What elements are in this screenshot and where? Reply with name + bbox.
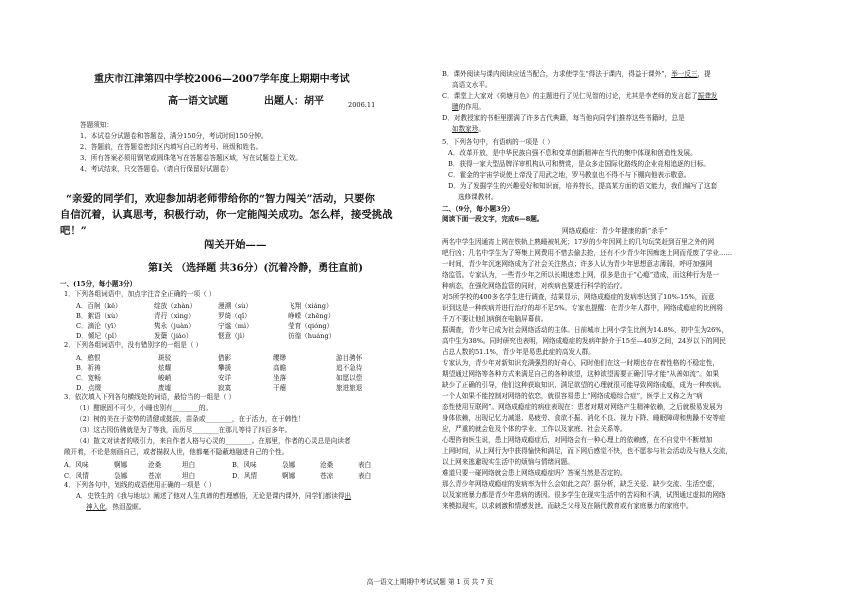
intro-line: “亲爱的同学们，欢迎参加胡老师带给你的“智力闯关”活动，只要你 <box>66 193 375 205</box>
article-line: 络监管。专家认为，一些青少年之所以长期迷恋上网，很多是由于“心瘾”造成，而这种行为是一 <box>442 271 720 279</box>
option: 青荇（xìng） <box>154 312 195 320</box>
article-line: 识到这是一种疾病并进行治疗的却不足5%。专家也提醒：在青少年人群中，网络成瘾症的比例将 <box>442 304 723 312</box>
article-line: 据调查，青少年已成为社会网络活动的主体。日前城市上网小学生比例为14.8%，初中生为26%， <box>442 326 729 334</box>
q3-stem: 3．依次填入下列各句横线处的词语，最恰当的一组是（ ） <box>64 393 236 401</box>
option: 漫溯（sù） <box>218 302 253 310</box>
part1-heading: 一、(15分，每小题3分） <box>60 280 137 288</box>
article-line: 对5所学校的400多名学生进行调查，结果显示，网络成瘾症的发病率达到了10%-15%，而意 <box>442 293 715 301</box>
option: 飞翔（xiáng） <box>288 302 333 310</box>
option: 干瘪 <box>273 384 287 392</box>
option: 沧桑 <box>148 461 162 469</box>
article-line: 吧行凶；几名中学生为了筹集上网费用不惜去偷去抢，还有不少青少年因痴迷上网而荒废了学业…… <box>442 249 733 257</box>
option: 宁谧（mì） <box>218 322 253 330</box>
q3-item: （2）树的美在于姿势的清健或挺拔，苗条或________，在于活力，在于韩性！ <box>76 415 305 423</box>
option: 峥嵘（zhēng） <box>288 312 335 320</box>
article-line: 一个人如果不能控制对网络的依恋，就很容易患上“网络成瘾综合症”，医学上又称之为“病 <box>442 392 703 400</box>
option: A．憨恨 <box>76 354 101 362</box>
option: 表白 <box>358 472 372 480</box>
option: 斑驳 <box>158 354 172 362</box>
option: 表白 <box>358 461 372 469</box>
article-line: 以及家庭暴力都是青少年患病的诱因。很多学生在现实生活中的苦闷和不满，试图通过虚拟的网络 <box>442 491 726 499</box>
q3-item: （4）散文对读者的吸引力，来自作者人格与心灵的________。在那里，作者的心灵总是向读者 <box>76 437 351 445</box>
option: C．滴沦（yī） <box>76 322 120 330</box>
q4-option-a: A．史铁生的《我与地坛》阐述了他对人生真谛的哲理感悟，无论是课内课外，同学们都读得出 <box>76 492 352 500</box>
q4-option-c: C．课堂上大家对《荷塘月色》的主题进行了见仁见智的讨论，尤其是李老师的发言起了振聋发 <box>442 92 718 100</box>
q1-stem: 1．下列各组词语中，加点字注音全正确的一项（ ） <box>64 290 216 298</box>
option: 苍凉 <box>320 472 334 480</box>
option: B．絮语（xù） <box>76 312 122 320</box>
q5-option-cont: 选修课教材。 <box>458 193 498 201</box>
option: 彷徨（huáng） <box>288 332 336 340</box>
article-line: 期望通过网络等各种方式来满足自己的各种欲望，这种欲望需要正确引导才能“从善如流”。如果 <box>442 370 720 378</box>
article-line: 占总人数的51.1%，青少年是易患此症的高发人群。 <box>442 348 595 356</box>
start-banner: 闯关开始—— <box>204 239 267 251</box>
option: 寂寞 <box>218 384 232 392</box>
option: C．风情 <box>64 472 89 480</box>
article-line: 专家认为，青少年对新知识充满强烈的好奇心，同时他们在这一时期也存在着性格的不稳定性， <box>442 359 719 367</box>
article-line: 上网时间，从上网行为中获得愉快和满足，而下网后感觉不快，也不愿参与社会活动及与他人交流， <box>442 447 733 455</box>
part2-heading: 二、（9分，每小题3分） <box>442 205 514 213</box>
option: 缨缈 <box>273 354 287 362</box>
article-line: 身体依赖，出现记忆力减退、易疲劳、食欲不振、消化不良、视力下降、睡眠障碍和焦躁不安等症 <box>442 414 726 422</box>
notice-heading: 答题须知： <box>80 121 113 129</box>
subject-title: 高一语文试题 <box>168 96 228 107</box>
article-line: 一时间，青少年沉迷网络成为了社会关注热点；许多人认为青少年思想意志薄弱，呼吁加强网 <box>442 260 713 268</box>
option: 安详 <box>218 374 232 382</box>
option: 莹育（qióng） <box>288 322 334 330</box>
option: 攀援 <box>218 364 232 372</box>
option: D．倾圮（pǐ） <box>76 332 121 340</box>
q3-item: （3）这古园仿佛就是为了等我，而历尽________在那儿等待了四百多年。 <box>76 426 292 434</box>
notice-item: 3、所有答案必须用钢笔或圆珠笔写在答题卷答题区域，写在试题卷上无效。 <box>80 154 302 162</box>
option: 峻峭 <box>158 374 172 382</box>
notice-item: 2、答题前，在答题卷密封区内填写自己的考号、班级和姓名。 <box>80 143 263 151</box>
option: 高瞻 <box>273 364 287 372</box>
intro-line: 吧！” <box>60 225 87 237</box>
q4-option-b: B．课外阅读与课内阅读应适当配合，力求使学生“得法于课内，得益于课外”，举一反三，提 <box>442 70 711 78</box>
option: 借影 <box>218 354 232 362</box>
option: C．宽畅 <box>76 374 101 382</box>
article-line: 应，严重的就会危及个体的学业、工作以及家庭、社会关系等。 <box>442 425 627 433</box>
option: 绽放（zhàn） <box>154 302 197 310</box>
option: 惬意（jì） <box>218 332 249 340</box>
q4-option-d: D．对教授家的书柜里摆满了许多古代典籍，每当他向同学们推荐这些书籍时，总是 <box>442 114 685 122</box>
article-line: 那么青少年网络成瘾症的发病率为什么会如此之高？据分析，缺乏关爱、缺少交流、生活空虚， <box>442 480 719 488</box>
school-title: 重庆市江津第四中学校2006—2007学年度上期期中考试 <box>94 74 350 85</box>
q5-stem: 5．下列各句中，有语病的一项是（ ） <box>442 138 554 146</box>
article-line: 心理咨询医生说，患上网络成瘾症后，对网络会有一种心理上的依赖感，在不自觉中不断增加 <box>442 436 713 444</box>
option: 沧桑 <box>320 461 334 469</box>
option: A．风味 <box>64 461 89 469</box>
level1-title: 第Ⅰ关 （选择题 共36分）(沉着冷静，勇往直前) <box>148 263 364 274</box>
option: 坦白 <box>182 472 196 480</box>
q5-option: C．霍金的宇宙学说使上帝没了用武之地，罗马教皇也不得不与下棚向他表示敬意。 <box>448 171 691 179</box>
option: B．祈祷 <box>76 364 101 372</box>
article-title: 网络成瘾症：青少年健康的新“杀手” <box>562 227 668 235</box>
option: 婀娜 <box>282 472 296 480</box>
option: 游目骋怀 <box>336 354 363 362</box>
author: 出题人：胡平 <box>264 96 324 107</box>
article-line: 缺少了正确的引导，他们这种获取知识、满足欲望的心理就很可能导致网络成瘾，成为一种疾病。 <box>442 381 726 389</box>
option: 如愿以偿 <box>336 374 363 382</box>
option: 袅娜 <box>114 472 128 480</box>
exam-date: 2006.11 <box>348 101 376 109</box>
option: 罗绮（qǐ） <box>218 312 251 320</box>
article-line: 种病态，在强化网络监管的同时，对疾病也要进行科学的治疗。 <box>442 282 627 290</box>
option: 坐落 <box>273 374 287 382</box>
q5-option: B．获得一家大型品牌洋审机构认可和赞赏，是众多走国际化路线的企业竞相追逐的目标。 <box>448 160 710 168</box>
article-line: 高中生为38%。同时研究也表明，网络成瘾症的发病年龄介于15至—40岁之间，24岁以下的网民 <box>442 337 726 345</box>
notice-item: 4、考试结束，只交答题卷。（请自行保留好试题卷） <box>80 165 233 173</box>
q4-option-b-cont: 高语文水平。 <box>452 81 492 89</box>
article-line: 以上网来逃避现实生活中的烦恼与情绪问题。 <box>442 458 574 466</box>
option: B．风味 <box>232 461 257 469</box>
option: 隽永（juàn） <box>154 322 195 330</box>
option: D．风情 <box>232 472 258 480</box>
q4-option-c-cont: 聩的作用。 <box>452 103 485 111</box>
q5-option: A．改革开放，是中华民族自强不息和变革创新精神在当代的集中体现和创造性发展。 <box>448 149 697 157</box>
article-line: 千万不要让他们病倒在电脑屏幕前。 <box>442 315 548 323</box>
article-line: 态性使用互联网”。网络成瘾症的病症表现在：患者对期对网络产生精神依赖，之后就极易发展为 <box>442 403 723 411</box>
option: 袅娜 <box>282 461 296 469</box>
q2-stem: 2．下列各组词语中，没有错别字的一组是（ ） <box>64 341 203 349</box>
q4-option-a-cont: 神入化，热泪盈眶。 <box>86 503 146 511</box>
option: D．点缀 <box>76 384 102 392</box>
q5-option: D．为了发掘学生的兴趣爱好和知识面，培养特长，提高某方面的语文能力，我们编写了这套 <box>448 182 718 190</box>
intro-line: 自信沉着，认真思考，积极行动，你一定能闯关成功。怎么样，接受挑战 <box>60 209 393 221</box>
article-line: 两名中学生因通宵上网在铁轨上熟睡被轧死；17岁的少年因网上的几句玩笑赶到百里之外的网 <box>442 238 715 246</box>
option: 苍凉 <box>148 472 162 480</box>
option: 发蘖（jiào） <box>154 332 193 340</box>
option: 坦白 <box>182 461 196 469</box>
article-line: 来模拟现实，以求刺激和情感发泄。而缺乏父母及在隔代教育或有家庭暴力的家庭中。 <box>442 502 693 510</box>
option: 旅进旅退 <box>336 384 363 392</box>
option: 婀娜 <box>114 461 128 469</box>
part2-sub: 阅读下面一段文字，完成6—8题。 <box>442 215 544 223</box>
q3-item-cont: 敞开着，不论是刻画自己，或者描叙人世，他都毫不隐蔽地融进自己的个性。 <box>64 448 289 456</box>
q4-option-d-cont: 如数家珍。 <box>452 125 485 133</box>
option: 废墟 <box>158 384 172 392</box>
option: A．百舸（kě） <box>76 302 122 310</box>
option: 炫耀 <box>158 364 172 372</box>
q4-stem: 4．下列各句中，划线的成语使用正确的一项是（ ） <box>64 481 216 489</box>
option: 追不急待 <box>336 364 363 372</box>
notice-item: 1、本试卷分试题卷和答题卷，满分150分，考试时间150分钟。 <box>80 132 268 140</box>
page-footer: 高一语文上期期中考试试题 第 1 页 共 7 页 <box>366 578 494 586</box>
article-line: 难道只要一碰网络就会患上网络成瘾症吗？答案当然是否定的。 <box>442 469 627 477</box>
q3-item: （1）酣眠固不可少，小睡也别有________的。 <box>76 404 213 412</box>
